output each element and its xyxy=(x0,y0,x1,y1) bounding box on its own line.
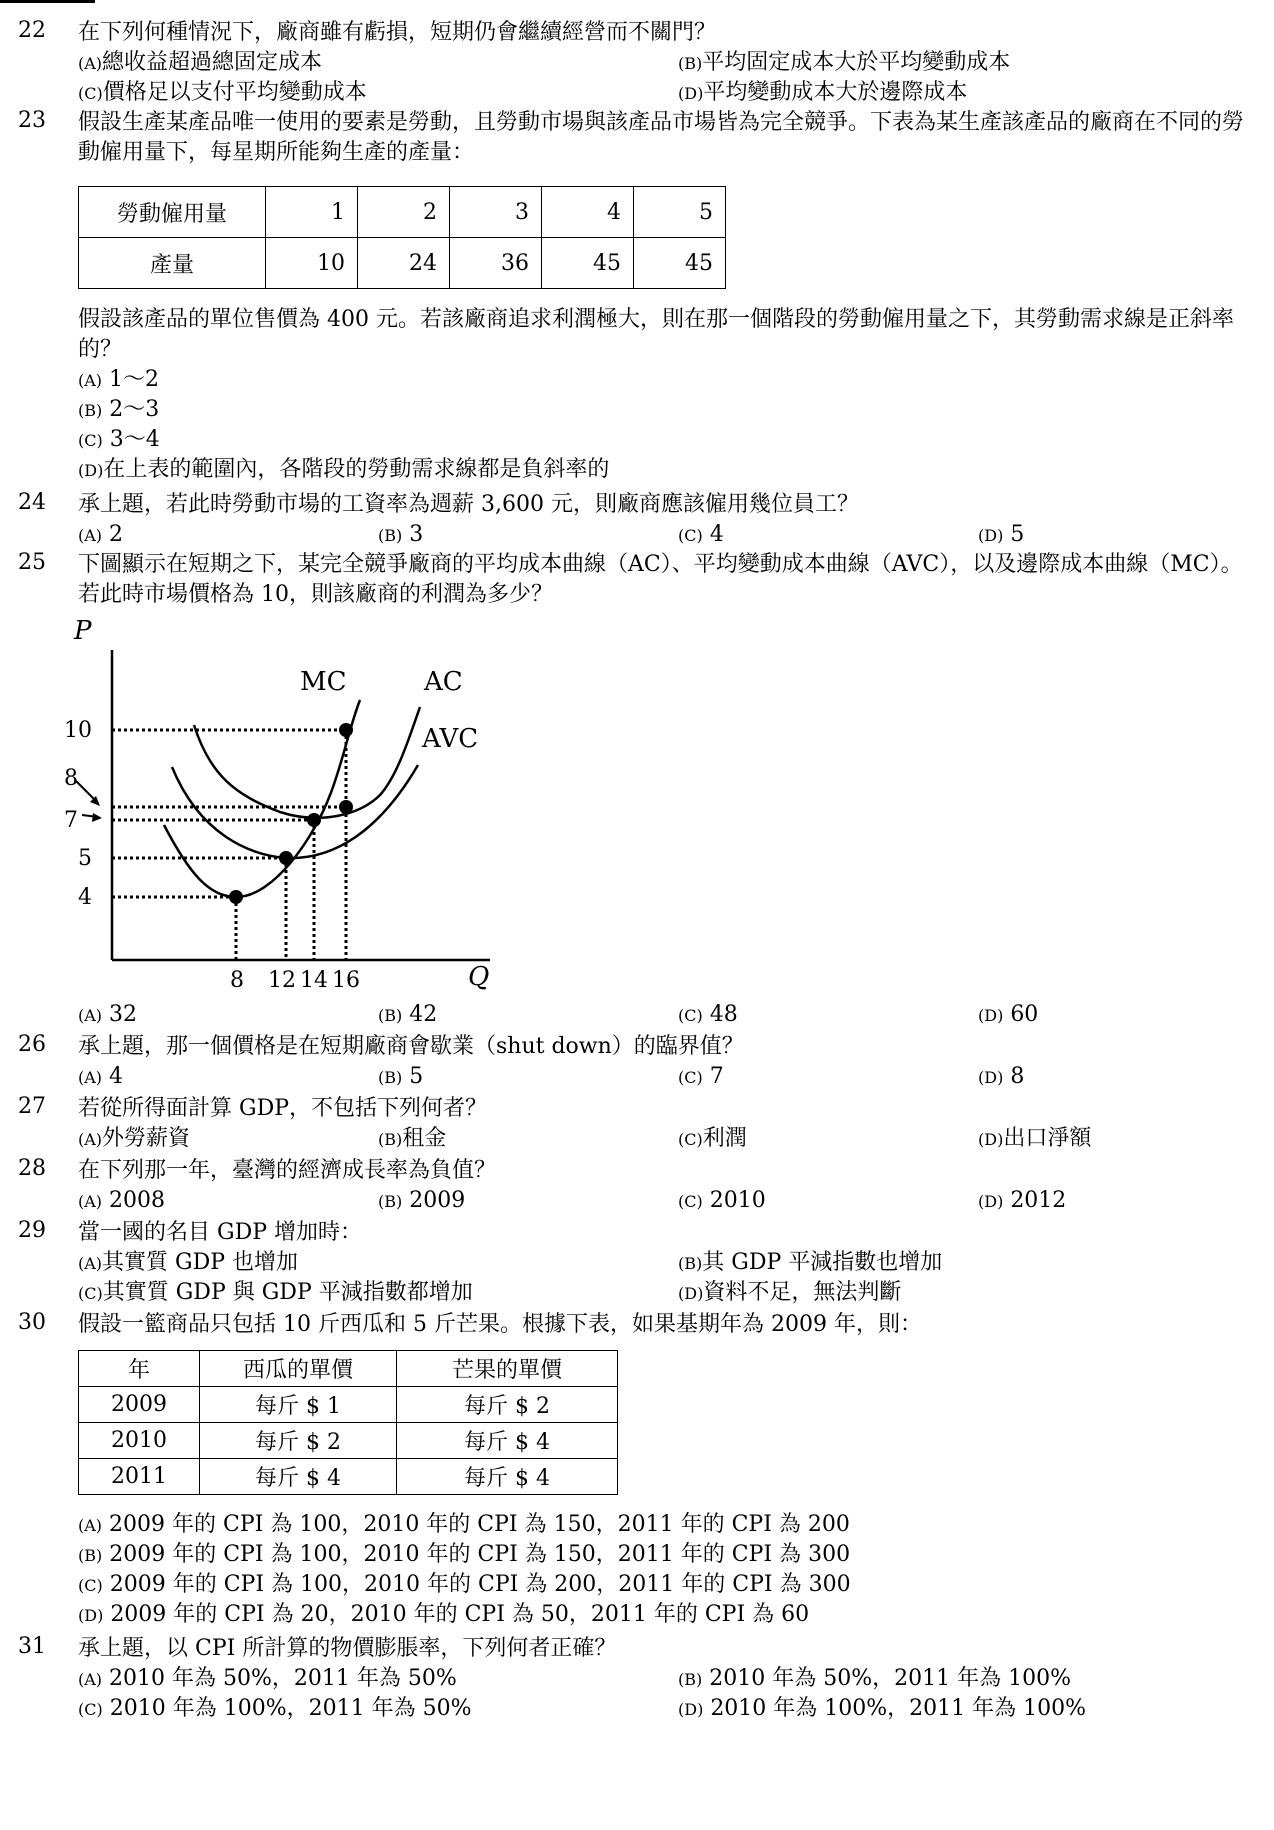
options xyxy=(78,520,1258,550)
table-cell: 每斤 $ 4 xyxy=(397,1423,618,1459)
question-25 xyxy=(18,550,1258,610)
option-c[interactable]: (C) 4 xyxy=(678,522,724,547)
option-b[interactable]: (B)租金 xyxy=(378,1126,447,1151)
table-header: 芒果的單價 xyxy=(397,1351,618,1387)
ac-curve xyxy=(194,707,420,818)
table-row xyxy=(79,1387,618,1423)
options xyxy=(78,1124,1258,1154)
options xyxy=(78,1664,1258,1724)
y-axis-label: P xyxy=(74,616,92,646)
point-q16-p8 xyxy=(339,800,353,814)
option-c[interactable]: (C) 3～4 xyxy=(78,427,160,452)
question-stem: 假設生產某產品唯一使用的要素是勞動，且勞動市場與該產品市場皆為完全競爭。下表為某生產該產品的廠商在不同的勞動僱用量下，每星期所能夠生產的產量： xyxy=(78,110,1245,165)
question-number: 29 xyxy=(18,1218,46,1243)
y-tick-label: 5 xyxy=(78,846,92,871)
question-stem-2: 假設該產品的單位售價為 400 元。若該廠商追求利潤極大，則在那一個階段的勞動僱用量之下，其勞動需求線是正斜率的？ xyxy=(78,307,1234,362)
question-stem: 當一國的名目 GDP 增加時： xyxy=(78,1220,363,1245)
y-tick-label: 4 xyxy=(78,885,92,910)
option-a[interactable]: (A)外勞薪資 xyxy=(78,1126,191,1151)
question-number: 31 xyxy=(18,1634,46,1659)
question-31 xyxy=(18,1634,1258,1724)
table-row xyxy=(79,1423,618,1459)
option-a[interactable]: (A) 32 xyxy=(78,1002,138,1027)
table-cell: 24 xyxy=(358,238,450,289)
labor-output-table xyxy=(78,186,726,289)
options xyxy=(78,1510,1258,1630)
table-header: 年 xyxy=(79,1351,200,1387)
ac-label: AC xyxy=(424,667,463,697)
question-number: 28 xyxy=(18,1156,46,1181)
table-header: 勞動僱用量 xyxy=(79,187,266,238)
question-26 xyxy=(18,1032,1258,1092)
table-cell: 45 xyxy=(634,238,726,289)
question-stem: 承上題，那一個價格是在短期廠商會歇業（shut down）的臨界值？ xyxy=(78,1034,744,1059)
question-stem: 若從所得面計算 GDP，不包括下列何者？ xyxy=(78,1096,488,1121)
options xyxy=(78,1062,1258,1092)
question-stem: 在下列何種情況下，廠商雖有虧損，短期仍會繼續經營而不關門？ xyxy=(78,20,717,45)
question-stem: 承上題，若此時勞動市場的工資率為週薪 3,600 元，則廠商應該僱用幾位員工？ xyxy=(78,492,859,517)
point-q14-p7 xyxy=(307,813,321,827)
option-a[interactable]: (A)總收益超過總固定成本 xyxy=(78,50,323,75)
question-number: 22 xyxy=(18,18,46,43)
option-b[interactable]: (B) 2010 年為 50%，2011 年為 100% xyxy=(678,1666,1071,1691)
table-header: 產量 xyxy=(79,238,266,289)
question-stem: 承上題，以 CPI 所計算的物價膨脹率，下列何者正確？ xyxy=(78,1636,617,1661)
option-d[interactable]: (D) 2012 xyxy=(978,1188,1067,1213)
table-cell: 2010 xyxy=(79,1423,200,1459)
option-a[interactable]: (A)其實質 GDP 也增加 xyxy=(78,1250,299,1275)
y-tick-label: 7 xyxy=(64,808,78,833)
point-q16-p10 xyxy=(339,723,353,737)
option-c[interactable]: (C)其實質 GDP 與 GDP 平減指數都增加 xyxy=(78,1280,473,1305)
question-number: 30 xyxy=(18,1310,46,1335)
table-cell: 2009 xyxy=(79,1387,200,1423)
option-b[interactable]: (B) 2～3 xyxy=(78,397,160,422)
option-c[interactable]: (C) 2010 年為 100%，2011 年為 50% xyxy=(78,1696,472,1721)
option-b[interactable]: (B)其 GDP 平減指數也增加 xyxy=(678,1250,943,1275)
question-23-continued xyxy=(18,305,1258,485)
option-c[interactable]: (C)價格足以支付平均變動成本 xyxy=(78,80,367,105)
option-a[interactable]: (A) 2009 年的 CPI 為 100，2010 年的 CPI 為 150，2011 年的 CPI 為 200 xyxy=(78,1512,850,1537)
options xyxy=(78,1248,1258,1308)
arrowhead-7 xyxy=(92,813,102,822)
question-23 xyxy=(18,108,1258,168)
option-b[interactable]: (B) 42 xyxy=(378,1002,438,1027)
option-a[interactable]: (A) 4 xyxy=(78,1064,124,1089)
point-q12-p5 xyxy=(279,851,293,865)
question-number: 27 xyxy=(18,1094,46,1119)
table-cell: 每斤 $ 2 xyxy=(200,1423,397,1459)
question-24 xyxy=(18,490,1258,550)
option-d[interactable]: (D) 8 xyxy=(978,1064,1025,1089)
option-a[interactable]: (A) 1～2 xyxy=(78,367,160,392)
table-cell: 每斤 $ 4 xyxy=(397,1459,618,1495)
question-29 xyxy=(18,1218,1258,1308)
option-d[interactable]: (D) 5 xyxy=(978,522,1025,547)
table-cell: 每斤 $ 1 xyxy=(200,1387,397,1423)
option-c[interactable]: (C) 7 xyxy=(678,1064,724,1089)
option-d[interactable]: (D) 2010 年為 100%，2011 年為 100% xyxy=(678,1696,1087,1721)
question-stem: 假設一籃商品只包括 10 斤西瓜和 5 斤芒果。根據下表，如果基期年為 2009 年，則： xyxy=(78,1312,922,1337)
option-a[interactable]: (A) 2008 xyxy=(78,1188,166,1213)
question-number: 23 xyxy=(18,108,46,133)
table-cell: 36 xyxy=(450,238,542,289)
option-d[interactable]: (D)在上表的範圍內，各階段的勞動需求線都是負斜率的 xyxy=(78,457,610,482)
question-30-options xyxy=(18,1510,1258,1630)
option-a[interactable]: (A) 2010 年為 50%，2011 年為 50% xyxy=(78,1666,457,1691)
table-cell: 10 xyxy=(266,238,358,289)
table-cell: 3 xyxy=(450,187,542,238)
option-b[interactable]: (B) 2009 年的 CPI 為 100，2010 年的 CPI 為 150，2011 年的 CPI 為 300 xyxy=(78,1542,851,1567)
question-25-options xyxy=(18,1000,1258,1030)
option-d[interactable]: (D)出口淨額 xyxy=(978,1126,1092,1151)
top-rule xyxy=(0,0,95,3)
options xyxy=(78,1000,1258,1030)
table-cell: 2011 xyxy=(79,1459,200,1495)
table-cell: 45 xyxy=(542,238,634,289)
point-q8-p4 xyxy=(229,890,243,904)
table-row xyxy=(79,187,726,238)
option-d[interactable]: (D)平均變動成本大於邊際成本 xyxy=(678,80,968,105)
question-30 xyxy=(18,1310,1258,1340)
option-b[interactable]: (B)平均固定成本大於平均變動成本 xyxy=(678,50,1011,75)
price-table xyxy=(78,1350,618,1495)
option-b[interactable]: (B) 2009 xyxy=(378,1188,466,1213)
option-d[interactable]: (D)資料不足，無法判斷 xyxy=(678,1280,902,1305)
option-b[interactable]: (B) 5 xyxy=(378,1064,424,1089)
option-b[interactable]: (B) 3 xyxy=(378,522,424,547)
table-cell: 每斤 $ 2 xyxy=(397,1387,618,1423)
x-tick-label: 8 xyxy=(230,968,244,990)
table-header: 西瓜的單價 xyxy=(200,1351,397,1387)
table-cell: 4 xyxy=(542,187,634,238)
option-c[interactable]: (C)利潤 xyxy=(678,1126,747,1151)
question-number: 26 xyxy=(18,1032,46,1057)
avc-label: AVC xyxy=(422,724,479,754)
options xyxy=(78,365,1258,485)
x-axis-label: Q xyxy=(468,962,490,990)
table-cell: 2 xyxy=(358,187,450,238)
question-number: 25 xyxy=(18,550,46,575)
table-cell: 5 xyxy=(634,187,726,238)
y-tick-label: 10 xyxy=(64,718,92,743)
question-28 xyxy=(18,1156,1258,1216)
option-d[interactable]: (D) 2009 年的 CPI 為 20，2010 年的 CPI 為 50，2011 年的 CPI 為 60 xyxy=(78,1602,810,1627)
table-cell: 1 xyxy=(266,187,358,238)
option-c[interactable]: (C) 2009 年的 CPI 為 100，2010 年的 CPI 為 200，2011 年的 CPI 為 300 xyxy=(78,1572,851,1597)
question-22 xyxy=(18,18,1258,108)
option-a[interactable]: (A) 2 xyxy=(78,522,124,547)
y-tick-label: 8 xyxy=(64,766,78,791)
x-tick-label: 12 xyxy=(268,968,296,990)
cost-curves-figure xyxy=(60,615,520,990)
question-number: 24 xyxy=(18,490,46,515)
question-stem: 在下列那一年，臺灣的經濟成長率為負值？ xyxy=(78,1158,497,1183)
table-header-row xyxy=(79,1351,618,1387)
options xyxy=(78,48,1258,108)
question-stem: 下圖顯示在短期之下，某完全競爭廠商的平均成本曲線（AC）、平均變動成本曲線（AVC），以及邊際成本曲線（MC）。若此時市場價格為 10，則該廠商的利潤為多少？ xyxy=(78,552,1243,607)
options xyxy=(78,1186,1258,1216)
option-c[interactable]: (C) 2010 xyxy=(678,1188,766,1213)
x-tick-label: 14 xyxy=(300,968,328,990)
x-tick-label: 16 xyxy=(332,968,360,990)
table-row xyxy=(79,238,726,289)
option-c[interactable]: (C) 48 xyxy=(678,1002,738,1027)
avc-curve xyxy=(172,765,418,858)
question-27 xyxy=(18,1094,1258,1154)
mc-label: MC xyxy=(300,667,347,697)
table-row xyxy=(79,1459,618,1495)
option-d[interactable]: (D) 60 xyxy=(978,1002,1039,1027)
table-cell: 每斤 $ 4 xyxy=(200,1459,397,1495)
